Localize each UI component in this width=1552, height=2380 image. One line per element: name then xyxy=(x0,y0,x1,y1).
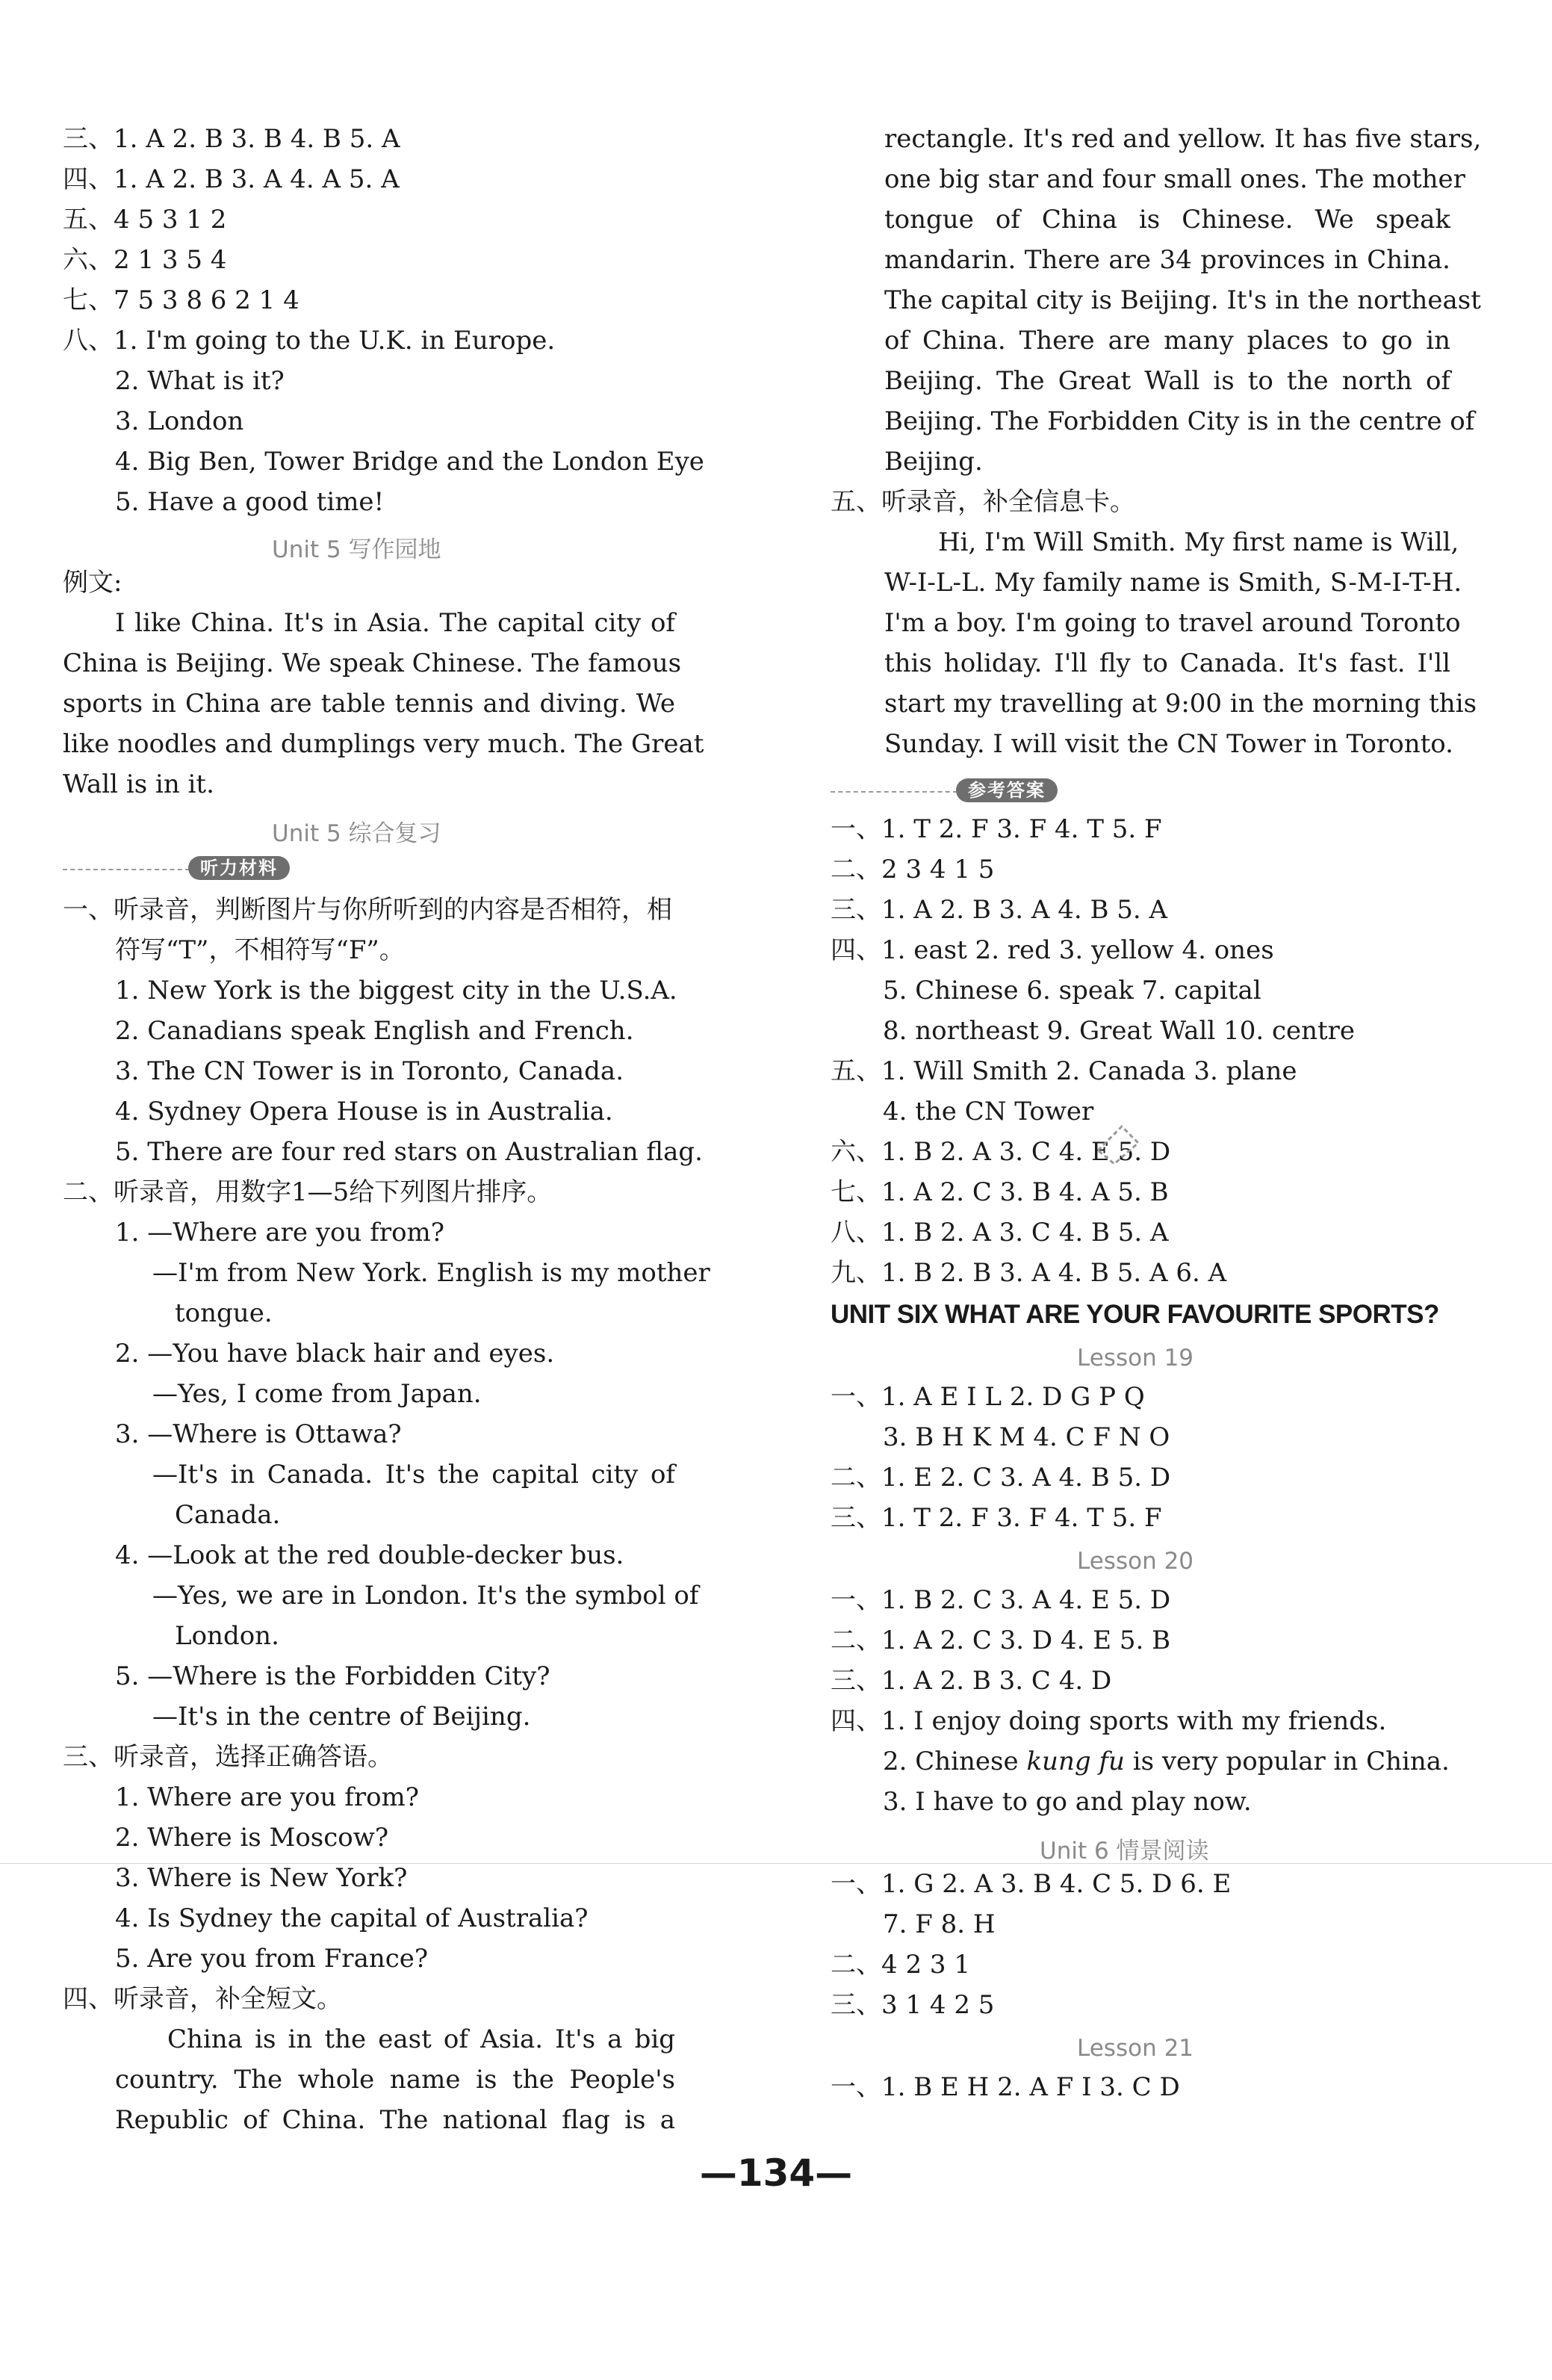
passage-line: Sunday. I will visit the CN Tower in Toronto. xyxy=(884,729,1453,759)
answer-line: 5. Have a good time! xyxy=(115,487,385,517)
question-title: 二、听录音，用数字1—5给下列图片排序。 xyxy=(63,1177,553,1207)
answer-line: 八、1. B 2. A 3. C 4. B 5. A xyxy=(831,1218,1169,1248)
passage-line: Beijing. The Great Wall is to the north of xyxy=(884,366,1450,396)
question-title: 三、听录音，选择正确答语。 xyxy=(63,1742,393,1772)
answer-line: 一、1. A E I L 2. D G P Q xyxy=(831,1382,1145,1412)
passage-line: of China. There are many places to go in xyxy=(884,326,1450,356)
dialogue-line: —It's in the centre of Beijing. xyxy=(152,1702,531,1732)
unit-title: UNIT SIX WHAT ARE YOUR FAVOURITE SPORTS? xyxy=(831,1300,1439,1329)
writing-heading: Unit 5 写作园地 xyxy=(272,536,441,563)
lesson-heading: Lesson 20 xyxy=(1077,1548,1194,1575)
answer-line: 3. I have to go and play now. xyxy=(883,1787,1252,1817)
answer-italic-text: kung fu xyxy=(1026,1747,1125,1776)
answer-text: 2. Chinese xyxy=(883,1747,1027,1776)
list-item: 4. Sydney Opera House is in Australia. xyxy=(115,1097,613,1127)
passage-line: this holiday. I'll fly to Canada. It's fast. I'll xyxy=(884,648,1450,678)
answer-line: 二、1. E 2. C 3. A 4. B 5. D xyxy=(831,1463,1171,1493)
dialogue-line: 3. —Where is Ottawa? xyxy=(115,1419,402,1449)
answer-line: 一、1. B 2. C 3. A 4. E 5. D xyxy=(831,1585,1171,1615)
essay-line: I like China. It's in Asia. The capital city of xyxy=(115,608,675,638)
answer-line: 四、1. east 2. red 3. yellow 4. ones xyxy=(831,935,1274,965)
dialogue-line: London. xyxy=(175,1621,279,1651)
answer-line: 六、1. B 2. A 3. C 4. E 5. D xyxy=(831,1137,1171,1167)
listening-banner xyxy=(63,856,317,881)
passage-line: Beijing. The Forbidden City is in the centre of xyxy=(884,406,1475,436)
list-item: 4. Is Sydney the capital of Australia? xyxy=(115,1903,589,1933)
reading-heading: Unit 6 情景阅读 xyxy=(1040,1838,1209,1865)
answer-line: 二、4 2 3 1 xyxy=(831,1950,970,1980)
answer-line: 三、1. A 2. B 3. A 4. B 5. A xyxy=(831,895,1168,925)
lesson-heading: Lesson 19 xyxy=(1077,1345,1194,1372)
answer-line: 4. Big Ben, Tower Bridge and the London Eye xyxy=(115,447,704,477)
passage-line: mandarin. There are 34 provinces in China. xyxy=(884,245,1450,275)
passage-line: Beijing. xyxy=(884,447,983,477)
list-item: 2. Where is Moscow? xyxy=(115,1823,389,1853)
dialogue-line: 2. —You have black hair and eyes. xyxy=(115,1339,555,1369)
list-item: 5. Are you from France? xyxy=(115,1944,429,1974)
answer-line: 一、1. B E H 2. A F I 3. C D xyxy=(831,2072,1180,2102)
answer-line: 四、1. I enjoy doing sports with my friends. xyxy=(831,1706,1387,1736)
list-item: 5. There are four red stars on Australian flag. xyxy=(115,1137,703,1167)
answer-line: 二、1. A 2. C 3. D 4. E 5. B xyxy=(831,1626,1171,1655)
passage-line: rectangle. It's red and yellow. It has five stars, xyxy=(884,124,1482,154)
dialogue-line: Canada. xyxy=(175,1500,281,1530)
answer-line: 8. northeast 9. Great Wall 10. centre xyxy=(883,1016,1356,1046)
answer-line: 七、1. A 2. C 3. B 4. A 5. B xyxy=(831,1177,1169,1207)
list-item: 1. Where are you from? xyxy=(115,1782,420,1812)
passage-line: W-I-L-L. My family name is Smith, S-M-I-T-H. xyxy=(884,568,1462,598)
list-item: 2. Canadians speak English and French. xyxy=(115,1016,634,1046)
answer-line: 三、1. A 2. B 3. C 4. D xyxy=(831,1666,1112,1696)
essay-line: sports in China are table tennis and diving. We xyxy=(63,689,675,719)
question-title: 四、听录音，补全短文。 xyxy=(63,1984,342,2014)
answer-line: 一、1. T 2. F 3. F 4. T 5. F xyxy=(831,814,1162,844)
passage-line: tongue of China is Chinese. We speak xyxy=(884,205,1450,235)
passage-line: Hi, I'm Will Smith. My first name is Will, xyxy=(938,527,1459,557)
essay-line: like noodles and dumplings very much. The Great xyxy=(63,729,704,759)
passage-line: one big star and four small ones. The mother xyxy=(884,164,1465,194)
dialogue-line: —Yes, we are in London. It's the symbol of xyxy=(152,1581,699,1611)
passage-line: country. The whole name is the People's xyxy=(115,2065,675,2095)
answer-line: 三、1. T 2. F 3. F 4. T 5. F xyxy=(831,1503,1162,1533)
answer-line: 四、1. A 2. B 3. A 4. A 5. A xyxy=(63,164,400,194)
answer-line: 三、1. A 2. B 3. B 4. B 5. A xyxy=(63,124,400,154)
answer-line: 5. Chinese 6. speak 7. capital xyxy=(883,976,1261,1005)
answer-line: 2. What is it? xyxy=(115,366,285,396)
divider xyxy=(0,1863,1552,1864)
answer-line: 五、4 5 3 1 2 xyxy=(63,205,227,235)
list-item: 3. The CN Tower is in Toronto, Canada. xyxy=(115,1056,624,1086)
answer-line: 3. London xyxy=(115,406,244,436)
answer-line: 7. F 8. H xyxy=(883,1909,996,1939)
answer-text: is very popular in China. xyxy=(1124,1747,1450,1776)
answer-line: 一、1. G 2. A 3. B 4. C 5. D 6. E xyxy=(831,1869,1232,1899)
answer-line: 八、1. I'm going to the U.K. in Europe. xyxy=(63,326,556,356)
dialogue-line: —It's in Canada. It's the capital city of xyxy=(152,1460,675,1490)
example-label: 例文: xyxy=(63,568,122,598)
passage-line: The capital city is Beijing. It's in the northeast xyxy=(884,285,1481,315)
dialogue-line: 5. —Where is the Forbidden City? xyxy=(115,1661,550,1691)
answer-line: 三、3 1 4 2 5 xyxy=(831,1990,995,2020)
answer-line: 3. B H K M 4. C F N O xyxy=(883,1422,1170,1452)
dialogue-line: —I'm from New York. English is my mother xyxy=(152,1258,710,1288)
answer-line: 九、1. B 2. B 3. A 4. B 5. A 6. A xyxy=(831,1258,1227,1288)
answer-line: 4. the CN Tower xyxy=(883,1097,1094,1127)
question-title: 五、听录音，补全信息卡。 xyxy=(831,487,1135,517)
answer-line xyxy=(883,1747,1450,1776)
dialogue-line: 4. —Look at the red double-decker bus. xyxy=(115,1540,624,1570)
dialogue-line: 1. —Where are you from? xyxy=(115,1218,445,1248)
answer-line: 二、2 3 4 1 5 xyxy=(831,855,995,884)
passage-line: Republic of China. The national flag is a xyxy=(115,2105,675,2135)
listening-banner-label: 听力材料 xyxy=(188,856,290,880)
review-heading: Unit 5 综合复习 xyxy=(272,820,441,847)
answer-line: 六、2 1 3 5 4 xyxy=(63,245,227,275)
passage-line: start my travelling at 9:00 in the morning this xyxy=(884,689,1477,719)
answers-banner xyxy=(831,778,1129,804)
answers-banner-label: 参考答案 xyxy=(956,778,1058,802)
essay-line: China is Beijing. We speak Chinese. The famous xyxy=(63,648,682,678)
passage-line: I'm a boy. I'm going to travel around Toronto xyxy=(884,608,1461,638)
question-title: 符写“T”，不相符写“F”。 xyxy=(115,935,405,965)
dialogue-line: tongue. xyxy=(175,1298,273,1328)
passage-line: China is in the east of Asia. It's a big xyxy=(167,2024,675,2054)
answer-line: 七、7 5 3 8 6 2 1 4 xyxy=(63,285,299,315)
dialogue-line: —Yes, I come from Japan. xyxy=(152,1379,482,1409)
question-title: 一、听录音，判断图片与你所听到的内容是否相符，相 xyxy=(63,895,672,925)
watermark-stamp-icon xyxy=(1092,1121,1144,1165)
list-item: 3. Where is New York? xyxy=(115,1863,408,1893)
lesson-heading: Lesson 21 xyxy=(1077,2035,1194,2062)
page-number: —134— xyxy=(699,2151,853,2195)
answer-line: 五、1. Will Smith 2. Canada 3. plane xyxy=(831,1056,1297,1086)
list-item: 1. New York is the biggest city in the U.S.A. xyxy=(115,976,677,1005)
essay-line: Wall is in it. xyxy=(63,769,214,799)
